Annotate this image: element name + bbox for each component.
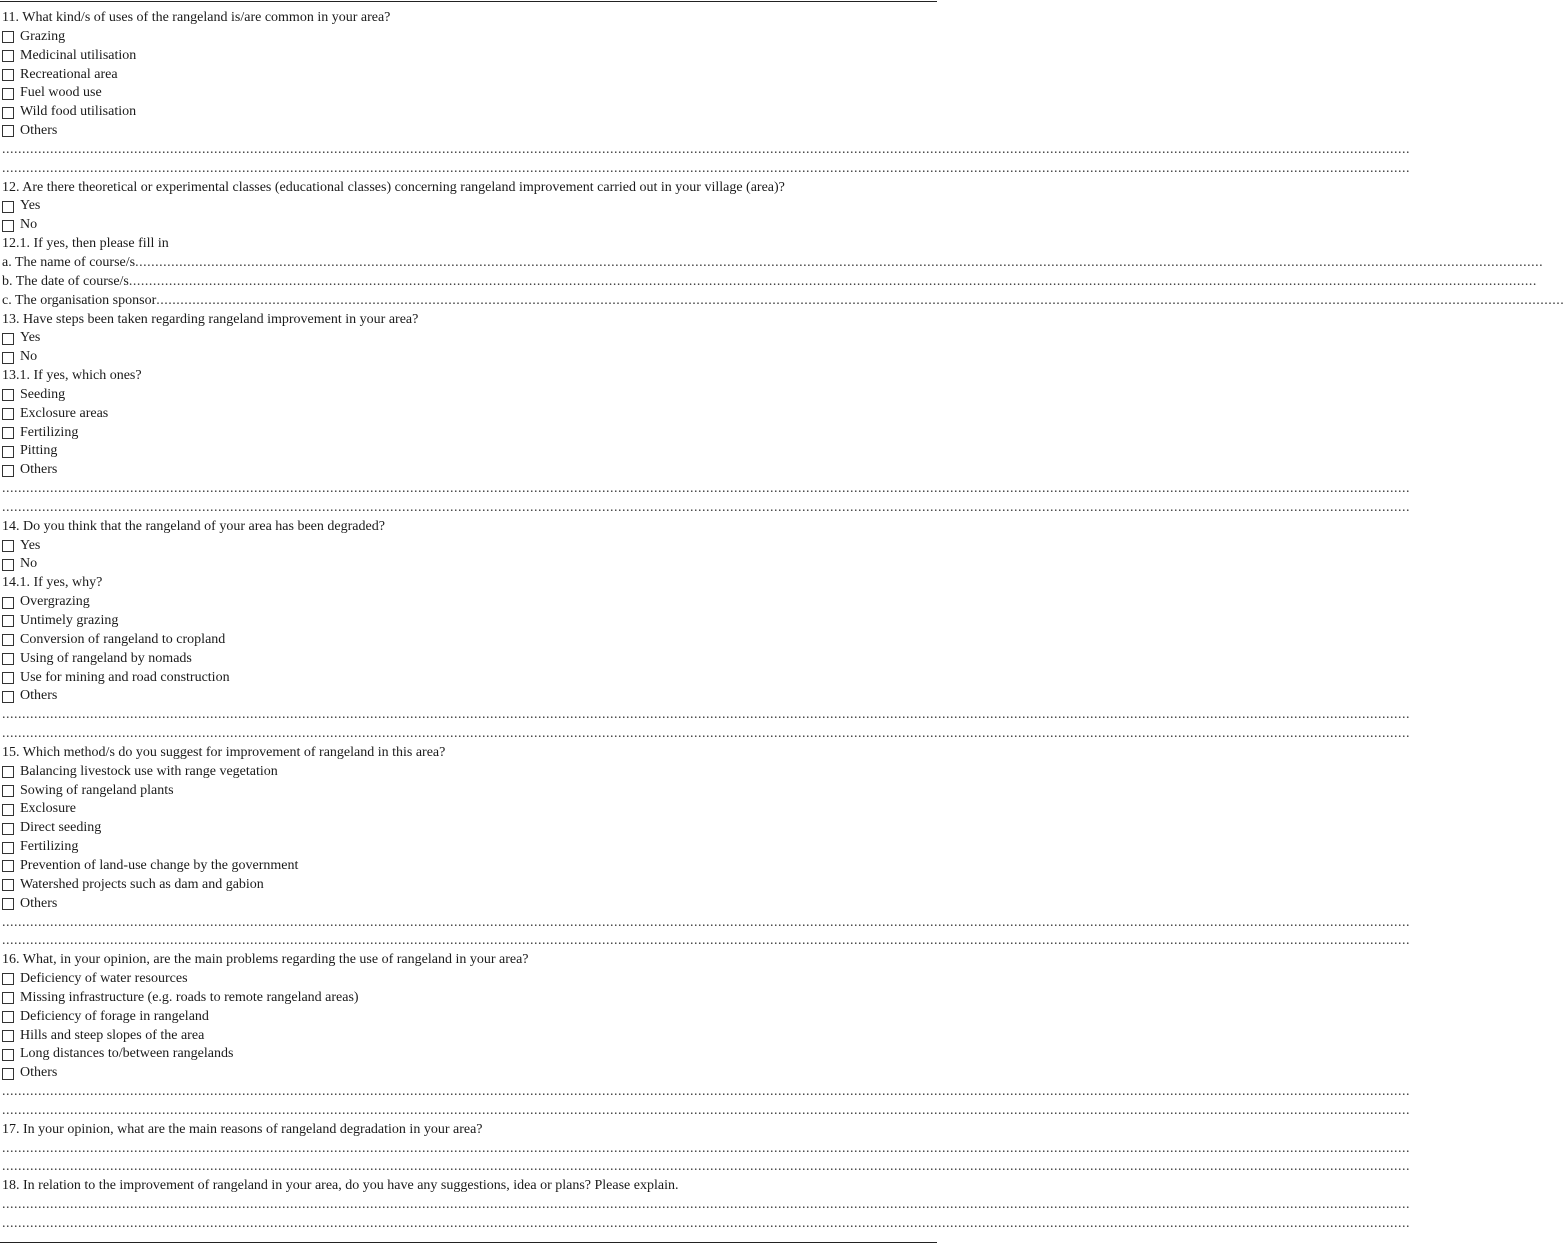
bottom-rule [0,1242,937,1243]
option-fuel-wood-use[interactable] [2,84,937,103]
option-label: No [20,349,38,365]
option-label: Medicinal utilisation [20,47,137,63]
option-no[interactable] [2,555,937,574]
subquestion-14-1: 14.1. If yes, why? [2,575,103,591]
field-dots[interactable]: ................................................................................................................................................................................................................................................................................................................................................................ [135,254,1544,270]
question-11: 11. What kind/s of uses of the rangeland is/are common in your area? [2,10,391,25]
option-label: Others [20,123,58,139]
option-label: Prevention of land-use change by the government [20,857,299,873]
checkbox-icon[interactable] [2,333,14,345]
option-label: Long distances to/between rangelands [20,1046,234,1062]
checkbox-icon[interactable] [2,50,14,62]
field-dots[interactable]: ................................................................................................................................................................................................................................................................................................................................................................ [156,292,1564,308]
checkbox-icon[interactable] [2,220,14,232]
field-label: c. The organisation sponsor [2,292,157,308]
option-label: Sowing of rangeland plants [20,782,174,798]
question-16: 16. What, in your opinion, are the main problems regarding the use of rangeland in your area? [2,952,529,968]
answer-dotted-line-short[interactable]: ................................................................................................................................................................................................................................................................................................................................................................ [2,933,1410,949]
option-fertilizing[interactable] [2,424,937,443]
checkbox-icon[interactable] [2,615,14,627]
checkbox-icon[interactable] [2,201,14,213]
option-grazing[interactable] [2,28,937,47]
option-label: Yes [20,537,41,553]
option-label: Untimely grazing [20,613,119,628]
option-mining-road-construction[interactable] [2,669,937,688]
question-17: 17. In your opinion, what are the main reasons of rangeland degradation in your area? [2,1121,483,1137]
option-label: Conversion of rangeland to cropland [20,631,226,647]
checkbox-icon[interactable] [2,898,14,910]
checkbox-icon[interactable] [2,785,14,797]
option-sowing-plants[interactable] [2,782,937,801]
option-label: Watershed projects such as dam and gabion [20,876,264,892]
checkbox-icon[interactable] [2,691,14,703]
checkbox-icon[interactable] [2,352,14,364]
option-label: Pitting [20,443,58,459]
option-seeding[interactable] [2,386,937,405]
question-15: 15. Which method/s do you suggest for improvement of rangeland in this area? [2,744,446,760]
checkbox-icon[interactable] [2,31,14,43]
option-label: Hills and steep slopes of the area [20,1027,205,1043]
checkbox-icon[interactable] [2,1068,14,1080]
option-label: Overgrazing [20,594,90,610]
option-wild-food-utilisation[interactable] [2,103,937,122]
answer-dotted-line-short[interactable]: ................................................................................................................................................................................................................................................................................................................................................................ [2,1159,1410,1175]
option-label: Using of rangeland by nomads [20,650,192,666]
option-label: Balancing livestock use with range vegetation [20,763,278,779]
answer-dotted-line[interactable]: ................................................................................................................................................................................................................................................................................................................................................................ [2,1140,1410,1156]
checkbox-icon[interactable] [2,992,14,1004]
option-watershed-projects[interactable] [2,876,937,895]
option-hills-steep-slopes[interactable] [2,1027,937,1046]
checkbox-icon[interactable] [2,634,14,646]
option-label: Use for mining and road construction [20,669,230,685]
checkbox-icon[interactable] [2,69,14,81]
option-label: No [20,556,38,572]
checkbox-icon[interactable] [2,465,14,477]
answer-dotted-line[interactable]: ................................................................................................................................................................................................................................................................................................................................................................ [2,481,1410,497]
option-medicinal-utilisation[interactable] [2,47,937,66]
option-untimely-grazing[interactable] [2,612,937,631]
subquestion-13-1: 13.1. If yes, which ones? [2,368,142,384]
checkbox-icon[interactable] [2,860,14,872]
answer-dotted-line[interactable]: ................................................................................................................................................................................................................................................................................................................................................................ [2,914,1410,930]
option-label: Fertilizing [20,424,79,440]
option-label: Yes [20,198,41,214]
checkbox-icon[interactable] [2,823,14,835]
option-label: Others [20,462,58,478]
checkbox-icon[interactable] [2,653,14,665]
option-others[interactable] [2,1064,937,1083]
option-label: Deficiency of forage in rangeland [20,1008,209,1024]
option-missing-infrastructure[interactable] [2,989,937,1008]
option-conversion-to-cropland[interactable] [2,631,937,650]
option-label: Fertilizing [20,839,79,855]
option-direct-seeding[interactable] [2,819,937,838]
answer-dotted-line[interactable]: ................................................................................................................................................................................................................................................................................................................................................................ [2,1084,1410,1100]
answer-dotted-line-short[interactable]: ................................................................................................................................................................................................................................................................................................................................................................ [2,160,1410,176]
option-forage-deficiency[interactable] [2,1008,937,1027]
checkbox-icon[interactable] [2,766,14,778]
option-yes[interactable] [2,197,937,216]
option-water-deficiency[interactable] [2,970,937,989]
field-label: a. The name of course/s [2,254,136,270]
checkbox-icon[interactable] [2,804,14,816]
answer-dotted-line[interactable]: ................................................................................................................................................................................................................................................................................................................................................................ [2,141,1410,157]
field-course-name[interactable] [2,254,1544,273]
checkbox-icon[interactable] [2,1011,14,1023]
option-overgrazing[interactable] [2,593,937,612]
option-others[interactable] [2,687,937,706]
option-label: Others [20,688,58,704]
option-label: Seeding [20,386,66,402]
question-18: 18. In relation to the improvement of rangeland in your area, do you have any suggestions, idea or plans? Please explain. [2,1178,679,1194]
checkbox-icon[interactable] [2,842,14,854]
checkbox-icon[interactable] [2,389,14,401]
option-fertilizing[interactable] [2,838,937,857]
checkbox-icon[interactable] [2,1049,14,1061]
answer-dotted-line-short[interactable]: ................................................................................................................................................................................................................................................................................................................................................................ [2,1102,1410,1118]
subquestion-12-1: 12.1. If yes, then please fill in [2,236,169,252]
option-label: Missing infrastructure (e.g. roads to remote rangeland areas) [20,989,359,1005]
option-label: Others [20,1065,58,1081]
checkbox-icon[interactable] [2,540,14,552]
option-label: Exclosure [20,801,76,817]
field-dots[interactable]: ................................................................................................................................................................................................................................................................................................................................................................ [128,273,1537,289]
answer-dotted-line-short[interactable]: ................................................................................................................................................................................................................................................................................................................................................................ [2,1216,1410,1231]
answer-dotted-line-short[interactable]: ................................................................................................................................................................................................................................................................................................................................................................ [2,726,1410,742]
questionnaire [2,9,1564,1234]
question-12: 12. Are there theoretical or experimental classes (educational classes) concerning rangeland improvement carried out in your village (area)? [2,179,785,195]
checkbox-icon[interactable] [2,88,14,100]
option-others[interactable] [2,895,937,914]
option-label: Direct seeding [20,820,102,836]
checkbox-icon[interactable] [2,107,14,119]
option-label: Yes [20,330,41,346]
checkbox-icon[interactable] [2,125,14,137]
option-label: Recreational area [20,66,118,82]
option-others[interactable] [2,461,937,480]
option-recreational-area[interactable] [2,66,937,85]
option-no[interactable] [2,348,937,367]
field-course-date[interactable] [2,273,1537,292]
option-no[interactable] [2,216,937,235]
answer-dotted-line[interactable]: ................................................................................................................................................................................................................................................................................................................................................................ [2,707,1410,723]
option-pitting[interactable] [2,442,937,461]
option-label: Exclosure areas [20,405,109,421]
question-14: 14. Do you think that the rangeland of your area has been degraded? [2,518,385,534]
option-label: Fuel wood use [20,85,102,101]
option-exclosure-areas[interactable] [2,405,937,424]
checkbox-icon[interactable] [2,559,14,571]
option-others[interactable] [2,122,937,141]
option-exclosure[interactable] [2,800,937,819]
field-organisation-sponsor[interactable] [2,292,1564,311]
option-prevention-land-use-change[interactable] [2,857,937,876]
answer-dotted-line[interactable]: ................................................................................................................................................................................................................................................................................................................................................................ [2,1197,1410,1213]
checkbox-icon[interactable] [2,1030,14,1042]
option-label: No [20,217,38,233]
option-label: Wild food utilisation [20,104,137,120]
option-balancing-livestock[interactable] [2,763,937,782]
question-13: 13. Have steps been taken regarding rangeland improvement in your area? [2,311,419,327]
option-long-distances[interactable] [2,1045,937,1064]
option-label: Deficiency of water resources [20,971,188,987]
option-label: Others [20,895,58,911]
checkbox-icon[interactable] [2,427,14,439]
checkbox-icon[interactable] [2,879,14,891]
checkbox-icon[interactable] [2,672,14,684]
option-using-by-nomads[interactable] [2,650,937,669]
checkbox-icon[interactable] [2,597,14,609]
option-label: Grazing [20,28,66,44]
checkbox-icon[interactable] [2,408,14,420]
option-yes[interactable] [2,329,937,348]
checkbox-icon[interactable] [2,446,14,458]
answer-dotted-line-short[interactable]: ................................................................................................................................................................................................................................................................................................................................................................ [2,499,1410,515]
option-yes[interactable] [2,537,937,556]
top-rule [0,1,937,2]
field-label: b. The date of course/s [2,273,129,289]
checkbox-icon[interactable] [2,973,14,985]
